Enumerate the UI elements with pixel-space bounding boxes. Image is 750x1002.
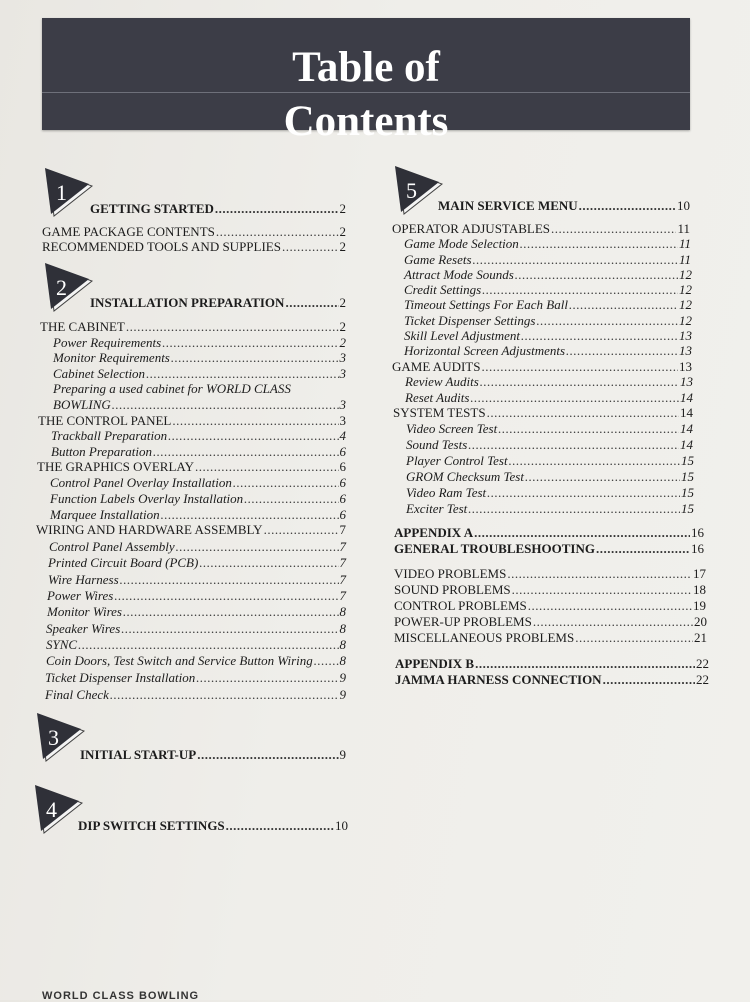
title-divider (42, 92, 690, 93)
toc-subentry[interactable]: BOWLING ..... 3 (53, 397, 346, 413)
title-line-2: Contents (283, 98, 449, 145)
toc-subentry[interactable]: Marquee Installation ..... 6 (50, 507, 346, 523)
toc-subentry[interactable]: Cabinet Selection ..... 3 (53, 366, 346, 382)
toc-subentry[interactable]: Monitor Requirements ..... 3 (53, 350, 346, 366)
toc-subentry[interactable]: Sound Tests ..... 14 (406, 437, 693, 453)
title-banner (42, 18, 690, 145)
marker-number: 5 (406, 178, 417, 203)
toc-subentry[interactable]: Wire Harness ..... 7 (48, 572, 346, 588)
toc-jamma-harness[interactable]: JAMMA HARNESS CONNECTION ..... 22 (395, 672, 709, 688)
toc-subentry[interactable]: Video Ram Test ..... 15 (406, 485, 694, 501)
toc-subentry[interactable]: GROM Checksum Test ..... 15 (406, 469, 694, 485)
toc-entry[interactable]: THE CABINET ..... 2 (40, 319, 346, 335)
toc-entry[interactable]: POWER-UP PROBLEMS ..... 20 (394, 614, 707, 630)
toc-subentry[interactable]: Function Labels Overlay Installation ..... 6 (50, 491, 346, 507)
title-line-1: Table of (292, 44, 440, 91)
toc-subentry[interactable]: Video Screen Test ..... 14 (406, 421, 693, 437)
marker-number: 4 (46, 797, 57, 822)
toc-subentry[interactable]: SYNC ..... 8 (46, 637, 346, 653)
toc-subentry[interactable]: Game Resets ..... 11 (404, 252, 691, 268)
toc-subentry[interactable]: Monitor Wires ..... 8 (47, 604, 346, 620)
toc-subentry[interactable]: Power Wires ..... 7 (47, 588, 346, 604)
toc-subentry[interactable]: Credit Settings ..... 12 (404, 282, 692, 298)
toc-entry[interactable]: WIRING AND HARDWARE ASSEMBLY ..... 7 (36, 522, 346, 538)
toc-entry[interactable]: VIDEO PROBLEMS ..... 17 (394, 566, 706, 582)
toc-subentry[interactable]: Power Requirements ..... 2 (53, 335, 346, 351)
toc-subentry[interactable]: Skill Level Adjustment ..... 13 (404, 328, 692, 344)
toc-section-dip-switch-settings[interactable]: DIP SWITCH SETTINGS ..... 10 (78, 818, 348, 834)
toc-entry[interactable]: MISCELLANEOUS PROBLEMS ..... 21 (394, 630, 707, 646)
toc-entry[interactable]: SYSTEM TESTS ..... 14 (393, 405, 693, 421)
toc-entry[interactable]: SOUND PROBLEMS ..... 18 (394, 582, 706, 598)
toc-section-main-service-menu[interactable]: MAIN SERVICE MENU ..... 10 (438, 198, 690, 214)
page-footer: WORLD CLASS BOWLING (42, 990, 200, 1002)
toc-subentry[interactable]: Horizontal Screen Adjustments ..... 13 (404, 343, 692, 359)
toc-subentry-line[interactable]: Preparing a used cabinet for WORLD CLASS (53, 381, 291, 396)
toc-subentry[interactable]: Attract Mode Sounds ..... 12 (404, 267, 692, 283)
toc-entry[interactable]: RECOMMENDED TOOLS AND SUPPLIES ..... 2 (42, 239, 346, 255)
toc-subentry[interactable]: Printed Circuit Board (PCB) ..... 7 (48, 555, 346, 571)
toc-subentry[interactable]: Review Audits ..... 13 (405, 374, 693, 390)
toc-subentry[interactable]: Timeout Settings For Each Ball ..... 12 (404, 297, 692, 313)
toc-appendix-a[interactable]: APPENDIX A ..... 16 (394, 525, 704, 541)
toc-subentry[interactable]: Exciter Test ..... 15 (406, 501, 694, 517)
toc-subentry[interactable]: Control Panel Assembly ..... 7 (49, 539, 346, 555)
toc-subentry[interactable]: Control Panel Overlay Installation ..... 6 (50, 475, 346, 491)
toc-section-initial-start-up[interactable]: INITIAL START-UP ..... 9 (80, 747, 346, 763)
toc-section-getting-started[interactable]: GETTING STARTED ..... 2 (90, 201, 346, 217)
toc-entry[interactable]: OPERATOR ADJUSTABLES ..... 11 (392, 221, 690, 237)
toc-entry[interactable]: THE CONTROL PANEL ..... 3 (38, 413, 346, 429)
marker-number: 3 (48, 725, 59, 750)
toc-subentry[interactable]: Coin Doors, Test Switch and Service Button Wiring ..... 8 (46, 653, 346, 669)
toc-subentry[interactable]: Trackball Preparation ..... 4 (51, 428, 346, 444)
toc-appendix-b[interactable]: APPENDIX B ..... 22 (395, 656, 709, 672)
toc-entry[interactable]: GAME AUDITS ..... 13 (392, 359, 692, 375)
toc-entry[interactable]: GAME PACKAGE CONTENTS ..... 2 (42, 224, 346, 240)
toc-subentry[interactable]: Reset Audits ..... 14 (405, 390, 693, 406)
toc-subentry[interactable]: Ticket Dispenser Settings ..... 12 (404, 313, 692, 329)
toc-subentry[interactable]: Player Control Test ..... 15 (406, 453, 694, 469)
toc-subentry[interactable]: Final Check ..... 9 (45, 687, 346, 703)
toc-entry[interactable]: CONTROL PROBLEMS ..... 19 (394, 598, 706, 614)
toc-subentry[interactable]: Button Preparation ..... 6 (51, 444, 346, 460)
toc-general-troubleshooting[interactable]: GENERAL TROUBLESHOOTING ..... 16 (394, 541, 704, 557)
marker-number: 2 (56, 275, 67, 300)
toc-subentry[interactable]: Ticket Dispenser Installation ..... 9 (45, 670, 346, 686)
toc-subentry[interactable]: Game Mode Selection ..... 11 (404, 236, 691, 252)
toc-subentry[interactable]: Speaker Wires ..... 8 (46, 621, 346, 637)
toc-entry[interactable]: THE GRAPHICS OVERLAY ..... 6 (37, 459, 346, 475)
toc-section-installation-preparation[interactable]: INSTALLATION PREPARATION ..... 2 (90, 295, 346, 311)
marker-number: 1 (56, 180, 67, 205)
